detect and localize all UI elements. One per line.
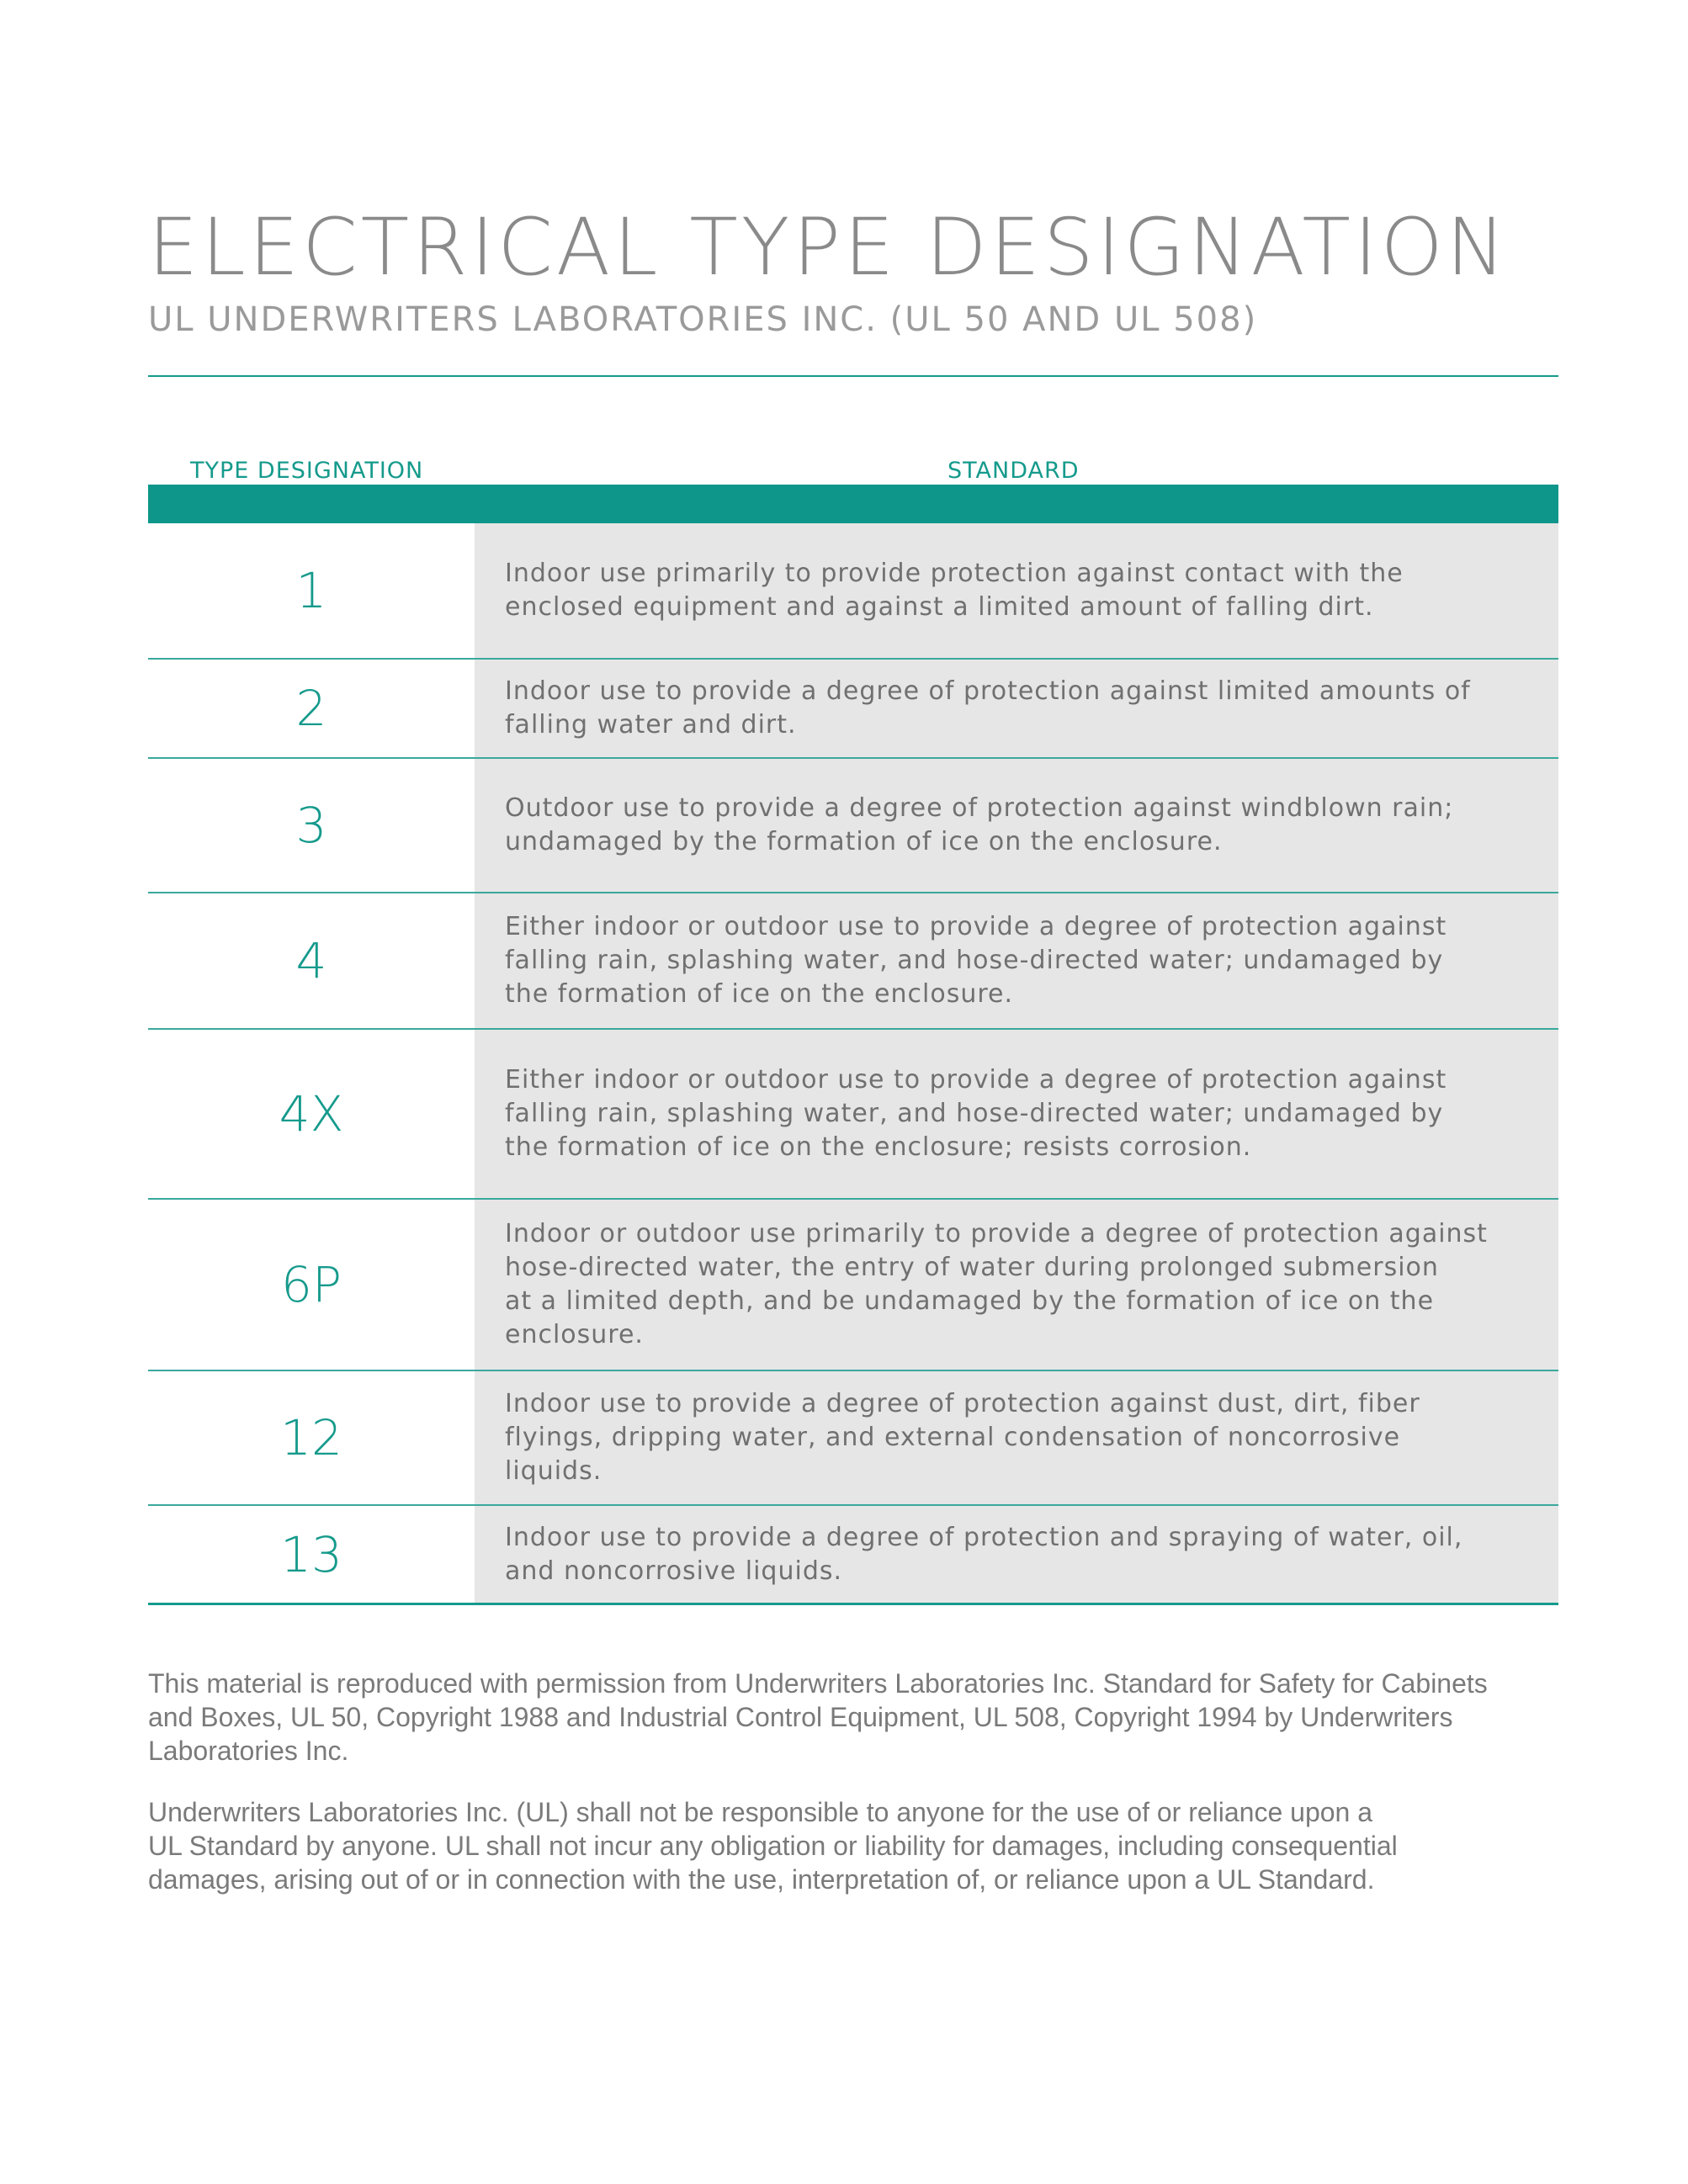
table-row bbox=[148, 893, 1558, 1030]
standard-cell bbox=[475, 1030, 1558, 1198]
standard-text: Either indoor or outdoor use to provide a degree of protection against falling rain, splashing water, and hose-directed water; undamaged by the formation of ice on the enclosure. bbox=[505, 912, 1447, 1009]
type-designation-cell: 4X bbox=[148, 1030, 475, 1198]
standard-text: Indoor use to provide a degree of protection against limited amounts of falling water and dirt. bbox=[505, 676, 1471, 739]
standard-cell bbox=[475, 1371, 1558, 1504]
standard-cell bbox=[475, 759, 1558, 892]
type-designation-cell: 4 bbox=[148, 893, 475, 1028]
type-designation-table bbox=[148, 523, 1558, 1605]
column-label-standard: STANDARD bbox=[948, 458, 1080, 484]
type-designation-cell: 13 bbox=[148, 1506, 475, 1603]
table-row bbox=[148, 1030, 1558, 1200]
table-row bbox=[148, 523, 1558, 660]
table-header-bar bbox=[148, 485, 1558, 523]
standard-text: Indoor or outdoor use primarily to provide a degree of protection against hose-directed water, the entry of water during prolonged submersion at a limited depth, and be undamaged by the formation of ice on the enclosure. bbox=[505, 1219, 1488, 1349]
table-row bbox=[148, 660, 1558, 759]
type-designation-cell: 2 bbox=[148, 660, 475, 757]
table-row bbox=[148, 1200, 1558, 1371]
permission-note: This material is reproduced with permission from Underwriters Laboratories Inc. Standard for Safety for Cabinets and Boxes, UL 50, Copyright 1988 and Industrial Control Equipment, UL 508, Copyright 1994 by Underwriters Laboratories Inc. bbox=[148, 1668, 1488, 1766]
standard-text: Indoor use to provide a degree of protection against dust, dirt, fiber flyings, dripping water, and external condensation of noncorrosive liquids. bbox=[505, 1389, 1420, 1486]
standard-cell bbox=[475, 1506, 1558, 1603]
standard-text: Indoor use primarily to provide protection against contact with the enclosed equipment and against a limited amount of falling dirt. bbox=[505, 559, 1404, 622]
standard-cell bbox=[475, 660, 1558, 757]
table-row bbox=[148, 1506, 1558, 1605]
type-designation-cell: 12 bbox=[148, 1371, 475, 1504]
type-designation-cell: 6P bbox=[148, 1200, 475, 1370]
standard-cell bbox=[475, 893, 1558, 1028]
standard-cell bbox=[475, 523, 1558, 658]
standard-text: Outdoor use to provide a degree of protection against windblown rain; undamaged by the formation of ice on the enclosure. bbox=[505, 793, 1454, 856]
type-designation-cell: 3 bbox=[148, 759, 475, 892]
standard-text: Indoor use to provide a degree of protection and spraying of water, oil, and noncorrosive liquids. bbox=[505, 1522, 1463, 1586]
column-label-type-designation: TYPE DESIGNATION bbox=[190, 458, 424, 484]
title-divider bbox=[148, 375, 1558, 377]
standard-cell bbox=[475, 1200, 1558, 1370]
standard-text: Either indoor or outdoor use to provide a degree of protection against falling rain, splashing water, and hose-directed water; undamaged by the formation of ice on the enclosure; resists corrosion. bbox=[505, 1065, 1447, 1162]
table-row bbox=[148, 1371, 1558, 1506]
page-subtitle: UL UNDERWRITERS LABORATORIES INC. (UL 50 AND UL 508) bbox=[148, 300, 1258, 339]
disclaimer-note: Underwriters Laboratories Inc. (UL) shall not be responsible to anyone for the use of or reliance upon a UL Standard by anyone. UL shall not incur any obligation or liability for damages, including consequential damages, arising out of or in connection with the use, interpretation of, or reliance upon a UL Standard. bbox=[148, 1797, 1398, 1895]
page-title: ELECTRICAL TYPE DESIGNATION bbox=[148, 202, 1510, 294]
type-designation-cell: 1 bbox=[148, 523, 475, 658]
table-column-labels bbox=[148, 458, 1558, 488]
table-row bbox=[148, 759, 1558, 893]
